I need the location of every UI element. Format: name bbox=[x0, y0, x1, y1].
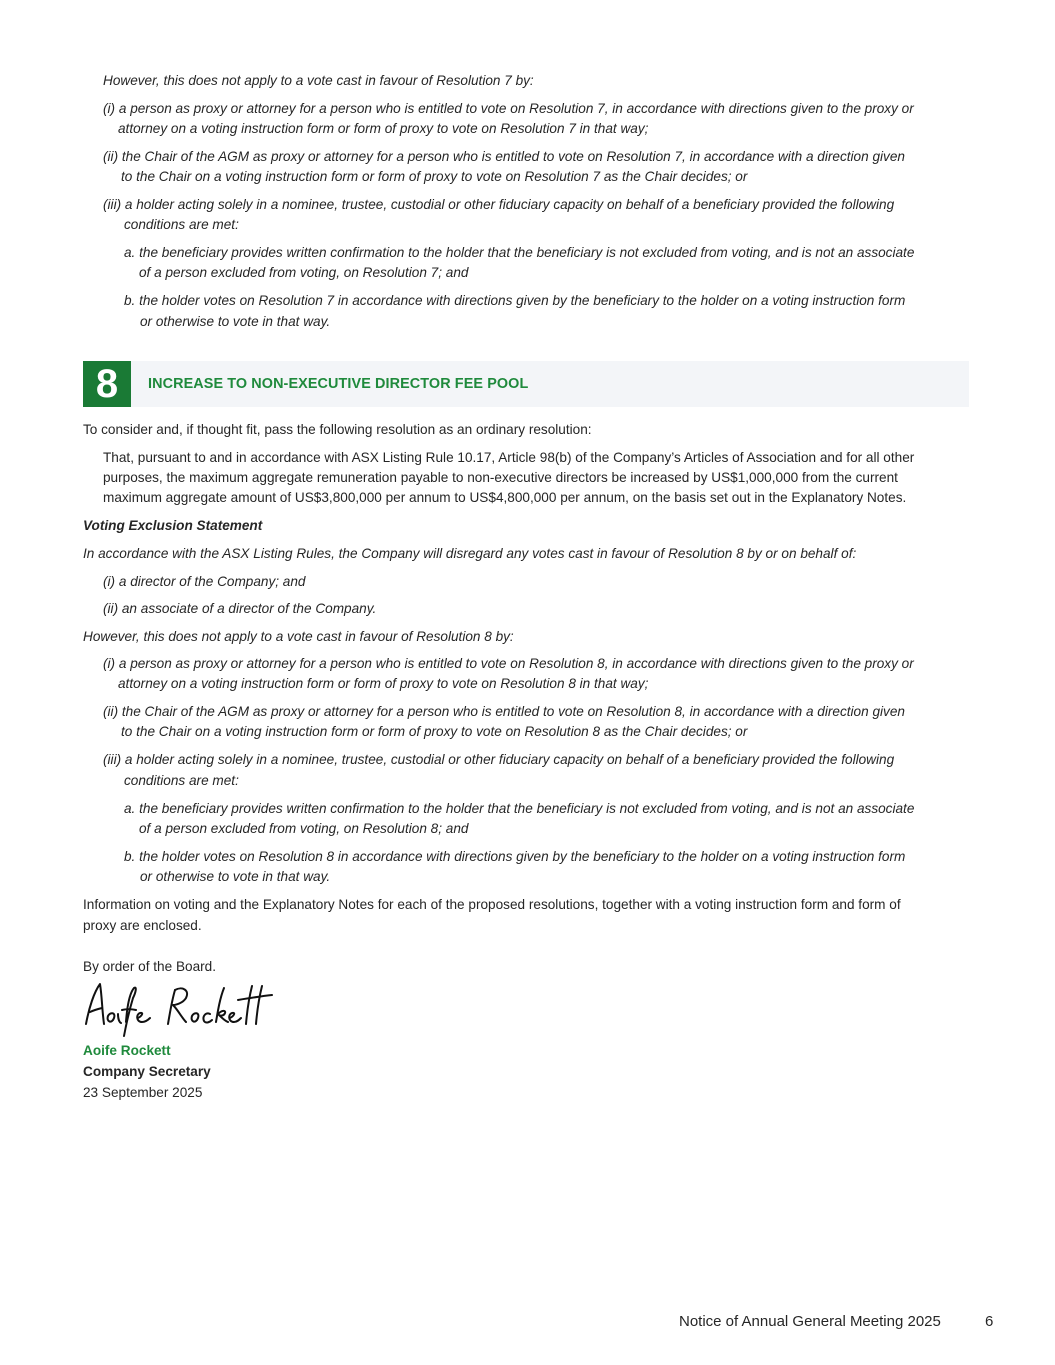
res8-item-i-line2: attorney on a voting instruction form or form of proxy to vote on Resolution 8 in that way; bbox=[118, 676, 649, 691]
res8-item-iii-line2: conditions are met: bbox=[124, 773, 239, 788]
res7-item-b-line2: or otherwise to vote in that way. bbox=[140, 314, 331, 329]
res8-however: However, this does not apply to a vote cast in favour of Resolution 8 by: bbox=[83, 629, 514, 644]
res8-item-ii-line1: (ii) the Chair of the AGM as proxy or attorney for a person who is entitled to vote on Resolution 8, in accordance with a direction given bbox=[103, 704, 905, 719]
exclusion-item-ii: (ii) an associate of a director of the Company. bbox=[103, 601, 377, 616]
footer-page-number: 6 bbox=[985, 1313, 994, 1330]
res7-item-a-line2: of a person excluded from voting, on Resolution 7; and bbox=[139, 265, 469, 280]
res7-item-a-line1: a. the beneficiary provides written confirmation to the holder that the beneficiary is not excluded from voting, and is not an associate bbox=[124, 245, 915, 260]
res8-item-a-line1: a. the beneficiary provides written confirmation to the holder that the beneficiary is not excluded from voting, and is not an associate bbox=[124, 801, 915, 816]
signature-image bbox=[80, 978, 280, 1040]
voting-exclusion-intro: In accordance with the ASX Listing Rules, the Company will disregard any votes cast in favour of Resolution 8 by or on behalf of: bbox=[83, 546, 857, 561]
secretary-name: Aoife Rockett bbox=[83, 1043, 171, 1058]
res7-item-i-line1: (i) a person as proxy or attorney for a person who is entitled to vote on Resolution 7, in accordance with directions given to the proxy or bbox=[103, 101, 914, 116]
resolution-text-line1: That, pursuant to and in accordance with ASX Listing Rule 10.17, Article 98(b) of the Company’s Articles of Association and for all other bbox=[103, 450, 915, 465]
section-title: INCREASE TO NON-EXECUTIVE DIRECTOR FEE POOL bbox=[148, 376, 529, 392]
res7-item-iii-line1: (iii) a holder acting solely in a nominee, trustee, custodial or other fiduciary capacity on behalf of a beneficiary provided the following bbox=[103, 197, 895, 212]
res8-item-b-line2: or otherwise to vote in that way. bbox=[140, 869, 331, 884]
res7-item-i-line2: attorney on a voting instruction form or form of proxy to vote on Resolution 7 in that way; bbox=[118, 121, 649, 136]
consider-text: To consider and, if thought fit, pass the following resolution as an ordinary resolution: bbox=[83, 422, 592, 437]
res8-item-b-line1: b. the holder votes on Resolution 8 in accordance with directions given by the beneficiary to the holder on a voting instruction form bbox=[124, 849, 906, 864]
voting-exclusion-heading: Voting Exclusion Statement bbox=[83, 518, 263, 533]
exclusion-item-i: (i) a director of the Company; and bbox=[103, 574, 306, 589]
signing-date: 23 September 2025 bbox=[83, 1085, 203, 1100]
res8-item-iii-line1: (iii) a holder acting solely in a nominee, trustee, custodial or other fiduciary capacity on behalf of a beneficiary provided the following bbox=[103, 752, 895, 767]
secretary-role: Company Secretary bbox=[83, 1064, 211, 1079]
by-order-text: By order of the Board. bbox=[83, 959, 216, 974]
footer-document-title: Notice of Annual General Meeting 2025 bbox=[679, 1313, 941, 1330]
closing-info-line2: proxy are enclosed. bbox=[83, 918, 202, 933]
res7-item-ii-line2: to the Chair on a voting instruction form or form of proxy to vote on Resolution 7 as the Chair decides; or bbox=[121, 169, 748, 184]
resolution-text-line3: maximum aggregate amount of US$3,800,000 per annum to US$4,800,000 per annum, on the basis set out in the Explanatory Notes. bbox=[103, 490, 907, 505]
res8-item-a-line2: of a person excluded from voting, on Resolution 8; and bbox=[139, 821, 469, 836]
res7-item-ii-line1: (ii) the Chair of the AGM as proxy or attorney for a person who is entitled to vote on Resolution 7, in accordance with a direction given bbox=[103, 149, 905, 164]
res7-item-b-line1: b. the holder votes on Resolution 7 in accordance with directions given by the beneficiary to the holder on a voting instruction form bbox=[124, 293, 906, 308]
section-number-badge: 8 bbox=[83, 361, 131, 407]
resolution-text-line2: purposes, the maximum aggregate remuneration payable to non-executive directors be increased by US$1,000,000 from the current bbox=[103, 470, 898, 485]
res7-item-iii-line2: conditions are met: bbox=[124, 217, 239, 232]
res8-item-ii-line2: to the Chair on a voting instruction form or form of proxy to vote on Resolution 8 as the Chair decides; or bbox=[121, 724, 748, 739]
closing-info-line1: Information on voting and the Explanatory Notes for each of the proposed resolutions, together with a voting instruction form and form of bbox=[83, 897, 901, 912]
res7-however: However, this does not apply to a vote cast in favour of Resolution 7 by: bbox=[103, 73, 534, 88]
res8-item-i-line1: (i) a person as proxy or attorney for a person who is entitled to vote on Resolution 8, in accordance with directions given to the proxy or bbox=[103, 656, 914, 671]
